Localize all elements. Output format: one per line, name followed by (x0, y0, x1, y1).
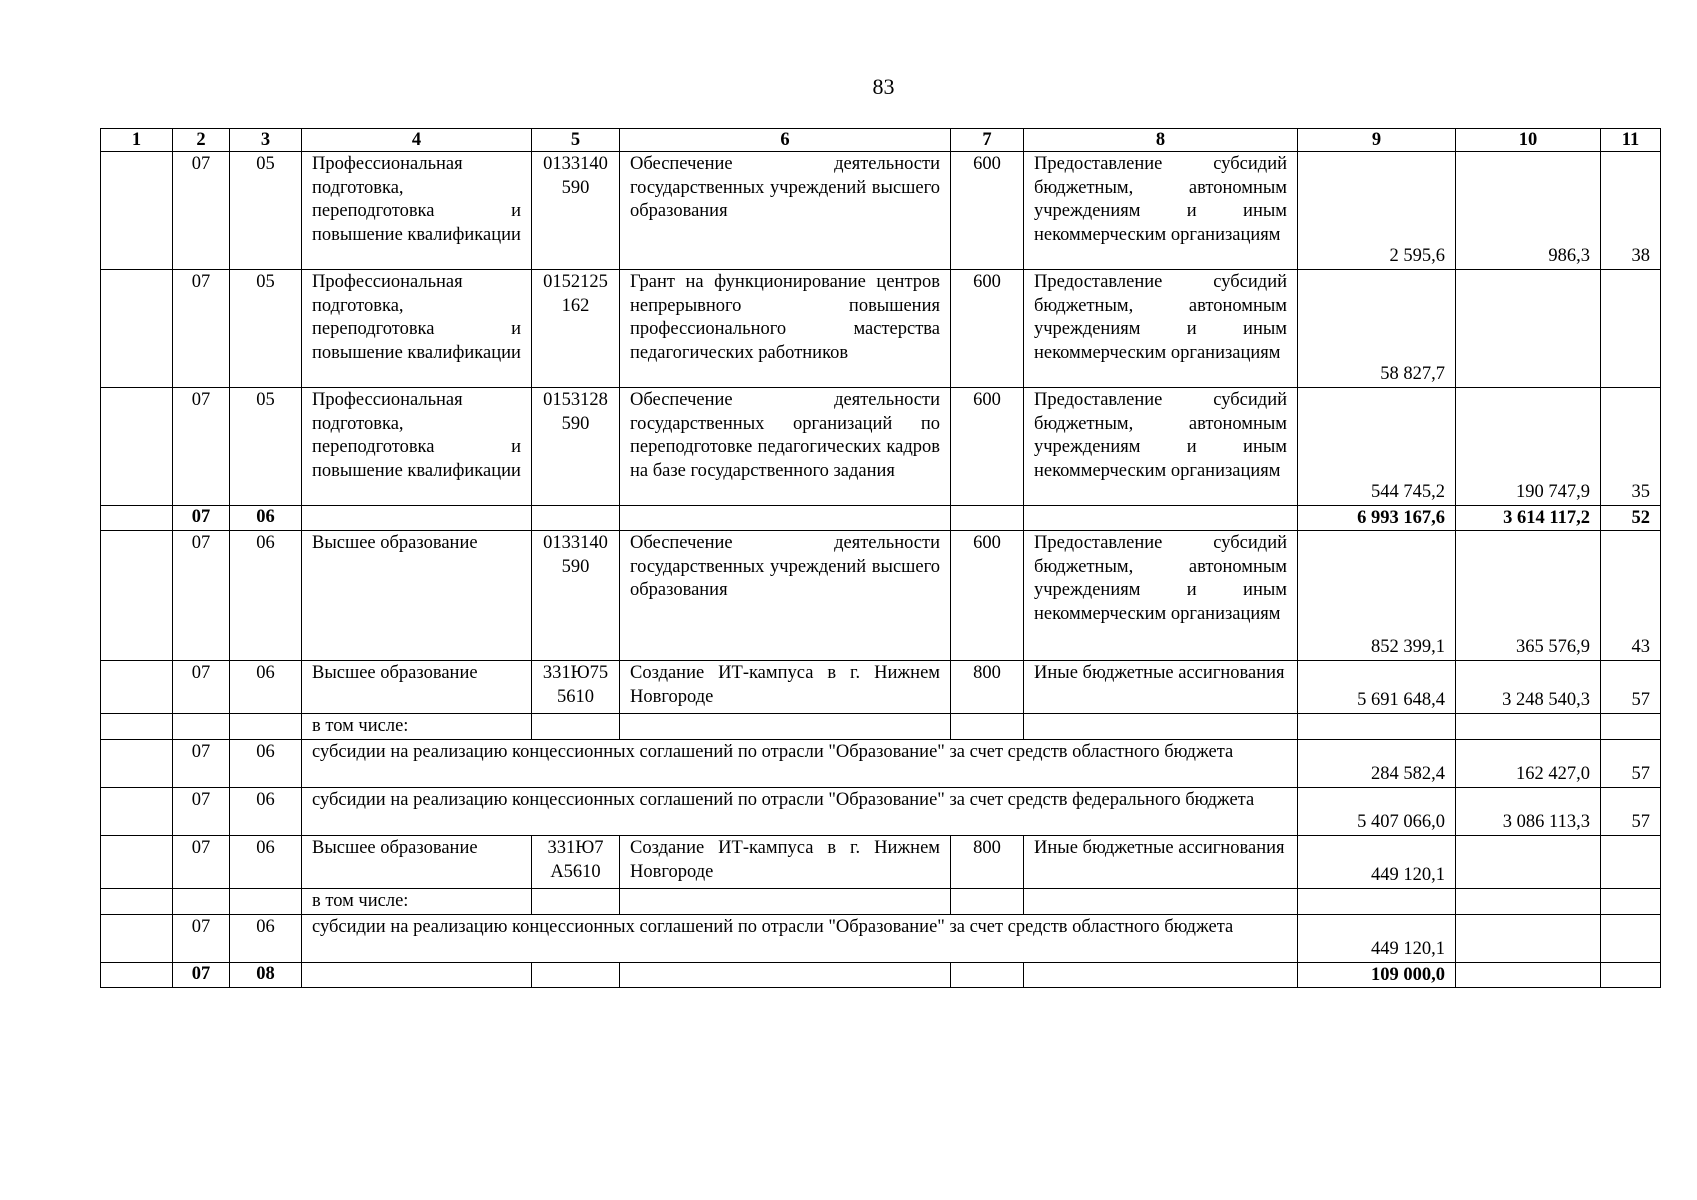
cell-expense-name: Предоставление субсидий бюджетным, автономным учреждениям и иным некоммерческим организациям (1024, 270, 1298, 388)
cell-expense-type: 600 (951, 152, 1024, 270)
cell-amount-planned: 5 407 066,0 (1298, 788, 1456, 836)
cell-col1 (101, 740, 173, 788)
cell-target-code: 0152125162 (532, 270, 620, 388)
cell-subsection-name: Высшее образование (302, 836, 532, 889)
cell-amount-executed: 3 614 117,2 (1456, 506, 1601, 531)
cell-expense-type: 600 (951, 388, 1024, 506)
cell-subsidy-description: субсидии на реализацию концессионных соглашений по отрасли "Образование" за счет средств федерального бюджета (302, 788, 1298, 836)
cell-expense-type: 800 (951, 661, 1024, 714)
note-row (101, 889, 1661, 915)
table-row (101, 788, 1661, 836)
page-number: 83 (872, 74, 895, 99)
cell-section: 07 (173, 915, 230, 963)
cell-target-code: 331Ю7А5610 (532, 836, 620, 889)
cell-target-code: 0133140590 (532, 531, 620, 661)
cell-subsection: 06 (230, 506, 302, 531)
column-header: 1 (101, 129, 173, 152)
cell-percent (1601, 270, 1661, 388)
note-row (101, 714, 1661, 740)
cell-subsection: 06 (230, 915, 302, 963)
cell-amount-planned: 449 120,1 (1298, 915, 1456, 963)
cell-amount-planned: 5 691 648,4 (1298, 661, 1456, 714)
cell-col1 (101, 963, 173, 988)
cell-amount-executed: 3 248 540,3 (1456, 661, 1601, 714)
cell-subsection-name: Высшее образование (302, 531, 532, 661)
note-label: в том числе: (302, 889, 532, 915)
cell-expense-type (951, 506, 1024, 531)
cell-col1 (101, 661, 173, 714)
cell-percent: 43 (1601, 531, 1661, 661)
cell-section: 07 (173, 388, 230, 506)
cell-amount-executed (1456, 915, 1601, 963)
cell-amount-planned: 58 827,7 (1298, 270, 1456, 388)
column-header: 2 (173, 129, 230, 152)
cell-subsection-name: Профессиональная подготовка, переподготовка и повышение квалификации (302, 388, 532, 506)
cell-amount-planned: 544 745,2 (1298, 388, 1456, 506)
cell-expense-type: 600 (951, 531, 1024, 661)
cell-amount-planned: 6 993 167,6 (1298, 506, 1456, 531)
cell-description: Обеспечение деятельности государственных учреждений высшего образования (620, 152, 951, 270)
cell-amount-planned: 2 595,6 (1298, 152, 1456, 270)
cell-section: 07 (173, 963, 230, 988)
cell-section: 07 (173, 836, 230, 889)
column-header: 11 (1601, 129, 1661, 152)
cell-col1 (101, 270, 173, 388)
cell-col1 (101, 152, 173, 270)
cell-percent (1601, 915, 1661, 963)
table-row (101, 388, 1661, 506)
cell-description: Создание ИТ-кампуса в г. Нижнем Новгороде (620, 836, 951, 889)
cell-expense-name: Иные бюджетные ассигнования (1024, 836, 1298, 889)
cell-section: 07 (173, 531, 230, 661)
cell-section: 07 (173, 152, 230, 270)
table-row (101, 152, 1661, 270)
cell-subsection-name: Высшее образование (302, 661, 532, 714)
cell-expense-type: 800 (951, 836, 1024, 889)
cell-amount-planned: 109 000,0 (1298, 963, 1456, 988)
cell-col1 (101, 788, 173, 836)
cell-col1 (101, 388, 173, 506)
cell-section: 07 (173, 661, 230, 714)
cell-subsection: 06 (230, 740, 302, 788)
cell-col1 (101, 836, 173, 889)
cell-amount-executed (1456, 963, 1601, 988)
cell-description: Обеспечение деятельности государственных организаций по переподготовке педагогических кадров на базе государственного задания (620, 388, 951, 506)
cell-section: 07 (173, 506, 230, 531)
cell-subsection-name (302, 963, 532, 988)
column-header: 6 (620, 129, 951, 152)
subtotal-row (101, 506, 1661, 531)
cell-percent (1601, 836, 1661, 889)
column-header: 4 (302, 129, 532, 152)
cell-amount-executed (1456, 270, 1601, 388)
cell-expense-name: Предоставление субсидий бюджетным, автономным учреждениям и иным некоммерческим организациям (1024, 531, 1298, 661)
cell-subsection: 05 (230, 152, 302, 270)
cell-section: 07 (173, 270, 230, 388)
column-number-row (101, 129, 1661, 152)
cell-amount-executed (1456, 836, 1601, 889)
cell-expense-name (1024, 506, 1298, 531)
cell-target-code (532, 963, 620, 988)
column-header: 7 (951, 129, 1024, 152)
cell-col1 (101, 531, 173, 661)
cell-subsection: 06 (230, 531, 302, 661)
cell-amount-executed: 190 747,9 (1456, 388, 1601, 506)
cell-percent: 57 (1601, 740, 1661, 788)
cell-subsection: 05 (230, 270, 302, 388)
cell-expense-type: 600 (951, 270, 1024, 388)
table-row (101, 836, 1661, 889)
cell-subsection: 08 (230, 963, 302, 988)
cell-subsection-name: Профессиональная подготовка, переподготовка и повышение квалификации (302, 270, 532, 388)
cell-percent: 52 (1601, 506, 1661, 531)
cell-subsection: 06 (230, 836, 302, 889)
cell-target-code: 0153128590 (532, 388, 620, 506)
cell-description: Обеспечение деятельности государственных учреждений высшего образования (620, 531, 951, 661)
cell-amount-planned: 852 399,1 (1298, 531, 1456, 661)
cell-subsidy-description: субсидии на реализацию концессионных соглашений по отрасли "Образование" за счет средств областного бюджета (302, 740, 1298, 788)
cell-subsidy-description: субсидии на реализацию концессионных соглашений по отрасли "Образование" за счет средств областного бюджета (302, 915, 1298, 963)
cell-amount-planned: 284 582,4 (1298, 740, 1456, 788)
cell-description (620, 963, 951, 988)
cell-expense-name: Предоставление субсидий бюджетным, автономным учреждениям и иным некоммерческим организациям (1024, 152, 1298, 270)
cell-percent: 38 (1601, 152, 1661, 270)
cell-target-code: 0133140590 (532, 152, 620, 270)
table-row (101, 531, 1661, 661)
cell-target-code: 331Ю755610 (532, 661, 620, 714)
cell-amount-executed: 365 576,9 (1456, 531, 1601, 661)
cell-percent: 57 (1601, 661, 1661, 714)
cell-target-code (532, 506, 620, 531)
cell-percent: 57 (1601, 788, 1661, 836)
cell-subsection-name: Профессиональная подготовка, переподготовка и повышение квалификации (302, 152, 532, 270)
column-header: 10 (1456, 129, 1601, 152)
cell-amount-executed: 162 427,0 (1456, 740, 1601, 788)
cell-expense-name (1024, 963, 1298, 988)
subtotal-row (101, 963, 1661, 988)
cell-section: 07 (173, 788, 230, 836)
cell-subsection: 06 (230, 788, 302, 836)
column-header: 3 (230, 129, 302, 152)
cell-col1 (101, 915, 173, 963)
cell-description: Грант на функционирование центров непрерывного повышения профессионального мастерства педагогических работников (620, 270, 951, 388)
table-row (101, 661, 1661, 714)
cell-expense-name: Предоставление субсидий бюджетным, автономным учреждениям и иным некоммерческим организациям (1024, 388, 1298, 506)
cell-subsection-name (302, 506, 532, 531)
note-label: в том числе: (302, 714, 532, 740)
cell-subsection: 05 (230, 388, 302, 506)
column-header: 8 (1024, 129, 1298, 152)
column-header: 5 (532, 129, 620, 152)
cell-description: Создание ИТ-кампуса в г. Нижнем Новгороде (620, 661, 951, 714)
cell-expense-name: Иные бюджетные ассигнования (1024, 661, 1298, 714)
cell-subsection: 06 (230, 661, 302, 714)
cell-amount-executed: 3 086 113,3 (1456, 788, 1601, 836)
cell-col1 (101, 506, 173, 531)
column-header: 9 (1298, 129, 1456, 152)
table-row (101, 915, 1661, 963)
cell-amount-executed: 986,3 (1456, 152, 1601, 270)
cell-percent: 35 (1601, 388, 1661, 506)
cell-description (620, 506, 951, 531)
table-row (101, 740, 1661, 788)
table-row (101, 270, 1661, 388)
budget-table (100, 128, 1661, 988)
cell-section: 07 (173, 740, 230, 788)
cell-percent (1601, 963, 1661, 988)
cell-amount-planned: 449 120,1 (1298, 836, 1456, 889)
cell-expense-type (951, 963, 1024, 988)
